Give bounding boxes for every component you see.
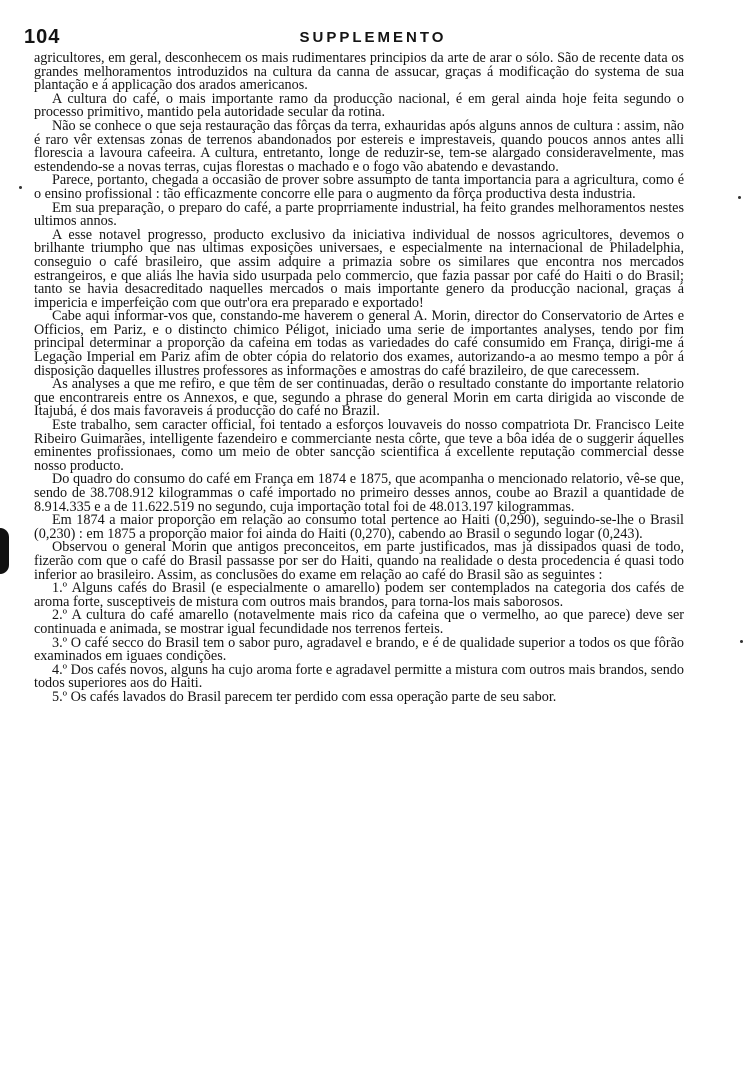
- paragraph: As analyses a que me refiro, e que têm de ser continuadas, derão o resultado constante do importante relatorio que encontrareis entre os Annexos, e que, segundo a phrase do general Morin em carta dirigida ao visconde de Itajubá, é dos mais favoraveis á producção do café no Brazil.: [34, 376, 684, 420]
- paragraph: Não se conhece o que seja restauração das fôrças da terra, exhauridas após alguns annos de cultura : assim, não é raro vêr extensas zonas de terrenos abandonados por estereis e imprestaveis, quando poucos annos antes alli florescia a lavoura cafeeira. A cultura, entretanto, longe de reduzir-se, tem-se alargado consideravelmente, mas estendendo-se a novas terras, cujas florestas o machado e o fogo vão abatendo e devastando.: [34, 117, 684, 175]
- binding-ink-blot: [0, 528, 9, 574]
- paragraph: Observou o general Morin que antigos preconceitos, em parte justificados, mas já dissipados quasi de todo, fizerão com que o café do Brasil passasse por ser do Haiti, quando na realidade o desta procedencia é quasi todo inferior ao brasileiro. Assim, as conclusões do exame em relação ao café do Brasil são as seguintes :: [34, 539, 684, 583]
- paragraph: 2.º A cultura do café amarello (notavelmente mais rico da cafeina que o vermelho, ao que parece) deve ser continuada e animada, se mostrar igual fecundidade nos terrenos ferteis.: [34, 607, 684, 637]
- paragraph: Cabe aqui informar-vos que, constando-me haverem o general A. Morin, director do Conservatorio de Artes e Officios, em Pariz, e o distincto chimico Péligot, iniciado uma serie de importantes analyses, tendo por fim principal determinar a proporção da cafeina em todas as variedades do café consumido em França, dirigi-me á Legação Imperial em Pariz afim de obter cópia do relatorio dos exames, autorizando-a ao mesmo tempo a pôr á disposição daquelles illustres professores as informações e amostras do café brazileiro, de que carecessem.: [34, 308, 684, 379]
- speck-mark: [738, 196, 741, 199]
- running-head: SUPPLEMENTO: [299, 29, 447, 46]
- text-body: [34, 52, 684, 1082]
- paragraph: 1.º Alguns cafés do Brasil (e especialmente o amarello) podem ser contemplados na categoria dos cafés de aroma forte, susceptiveis de mistura com outros mais brandos, para torna-los mais saborosos.: [34, 580, 684, 610]
- paragraph: Este trabalho, sem caracter official, foi tentado a esforços louvaveis do nosso compatriota Dr. Francisco Leite Ribeiro Guimarães, intelligente fazendeiro e commerciante nesta côrte, que teve a bôa idéa de o suggerir áquelles eminentes profissionaes, como um meio de obter sancção scientifica á excellente reputação commercial desse nosso producto.: [34, 417, 684, 474]
- paragraph: agricultores, em geral, desconhecem os mais rudimentares principios da arte de arar o sólo. São de recente data os grandes melhoramentos introduzidos na cultura da canna de assucar, graças á modificação do systema de sua plantação e á applicação dos arados americanos.: [34, 52, 684, 94]
- page-number: 104: [24, 26, 61, 48]
- paragraph: 3.º O café secco do Brasil tem o sabor puro, agradavel e brando, e é de qualidade superior a todos os que fôrão examinados em iguaes condições.: [34, 634, 684, 665]
- paragraph: Parece, portanto, chegada a occasião de prover sobre assumpto de tanta importancia para a agricultura, como é o ensino profissional : tão efficazmente concorre elle para o augmento da fôrça productiva desta industria.: [34, 172, 684, 202]
- paragraph: 5.º Os cafés lavados do Brasil parecem ter perdido com essa operação parte de seu sabor.: [52, 688, 557, 705]
- paragraph: Em 1874 a maior proporção em relação ao consumo total pertence ao Haiti (0,290), seguindo-se-lhe o Brasil (0,230) : em 1875 a proporção maior foi ainda do Haiti (0,270), cabendo ao Brasil o segundo logar (0,243).: [34, 512, 684, 542]
- paragraph: 4.º Dos cafés novos, alguns ha cujo aroma forte e agradavel permitte a mistura com outros mais brandos, sendo todos superiores aos do Haiti.: [34, 661, 684, 692]
- paragraph: Do quadro do consumo do café em França em 1874 e 1875, que acompanha o mencionado relatorio, vê-se que, sendo de 38.708.912 kilogrammas o café importado no primeiro desses annos, coube ao Brazil a quantidade de 8.914.335 e a de 11.622.519 no segundo, cuja importação total foi de 48.013.197 kilogrammas.: [34, 471, 684, 515]
- paragraph: A esse notavel progresso, producto exclusivo da iniciativa individual de nossos agricultores, devemos o brilhante triumpho que nas ultimas exposições universaes, e especialmente na internacional de Philadelphia, conseguio o café brasileiro, que assim adquire a primazia sobre os similares que encontra nos mercados estrangeiros, e que aliás lhe havia sido usurpada pelo commercio, que fazia passar por café do Haiti o do Brasil; tanto se havia desacreditado naquelles mercados o mais importante genero da producção nacional, graças á impericia e imperfeição com que outr'ora era preparado e exportado!: [34, 226, 684, 311]
- paragraph: Em sua preparação, o preparo do café, a parte proprriamente industrial, ha feito grandes melhoramentos nestes ultimos annos.: [34, 199, 684, 230]
- page-header: [0, 26, 746, 50]
- speck-mark: [19, 186, 22, 189]
- paragraph: A cultura do café, o mais importante ramo da producção nacional, é em geral ainda hoje feita segundo o processo primitivo, mantido pela autoridade secular da rotina.: [34, 90, 684, 121]
- speck-mark: [740, 640, 743, 643]
